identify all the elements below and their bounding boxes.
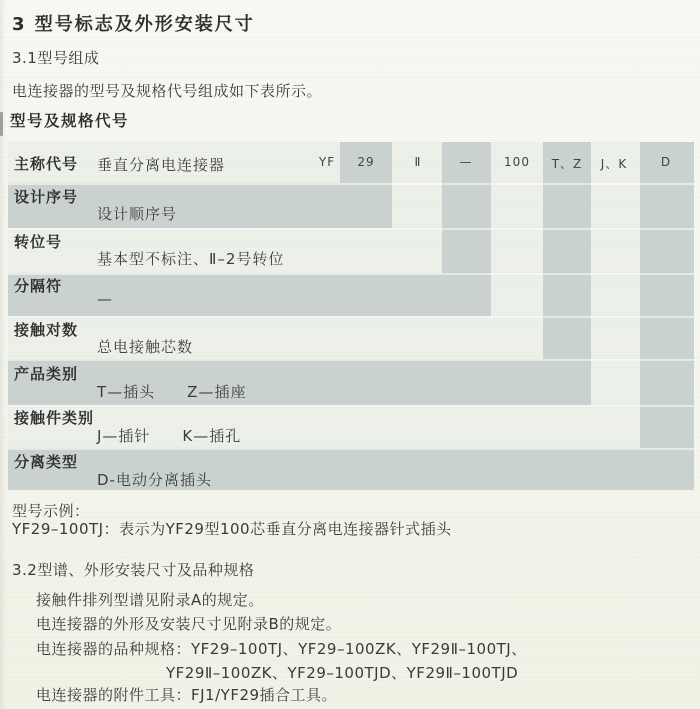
row-label-product: 产品类别 (14, 365, 79, 383)
row-desc-contacts: 总电接触芯数 (97, 338, 194, 356)
appendix-b-note: 电连接器的外形及安装尺寸见附录B的规定。 (36, 615, 342, 633)
row-label-contacts: 接触对数 (14, 321, 79, 339)
variants-line-2: YF29Ⅱ–100ZK、YF29–100TJD、YF29Ⅱ–100TJD (166, 664, 519, 682)
model-code-diagram (8, 142, 694, 490)
row-desc-separator: — (97, 290, 113, 308)
page-title: 3 型号标志及外形安装尺寸 (12, 14, 255, 35)
example-heading: 型号示例： (12, 502, 90, 520)
row-divider (8, 405, 694, 407)
row-divider (8, 359, 694, 361)
code-cell-tz: T、Z (551, 157, 583, 171)
row-desc-rotation: 基本型不标注、Ⅱ–2号转位 (97, 250, 285, 268)
scan-artifact (0, 112, 3, 136)
row-label-separator: 分隔符 (14, 277, 63, 295)
row-label-series: 设计序号 (14, 188, 79, 206)
row-divider (8, 316, 694, 318)
section-3-2-heading: 3.2型谱、外形安装尺寸及品种规格 (12, 561, 255, 579)
table-title: 型号及规格代号 (10, 112, 130, 130)
row-label-rotation: 转位号 (14, 233, 63, 251)
tool-note: 电连接器的附件工具：FJ1/YF29插合工具。 (36, 686, 338, 704)
row-label-main: 主称代号 (14, 155, 79, 173)
section-3-1-heading: 3.1型号组成 (12, 49, 100, 67)
example-text: YF29–100TJ：表示为YF29型100芯垂直分离电连接器针式插头 (12, 520, 452, 538)
row-desc-contact-type: J—插针 K—插孔 (97, 427, 242, 445)
row-divider (8, 273, 694, 275)
row-divider (8, 228, 694, 230)
appendix-a-note: 接触件排列型谱见附录A的规定。 (36, 591, 264, 609)
row-desc-separation: D-电动分离插头 (97, 471, 212, 489)
page-edge-shadow (0, 0, 6, 709)
code-cell-d: D (660, 155, 672, 169)
variants-line-1: 电连接器的品种规格：YF29–100TJ、YF29–100ZK、YF29Ⅱ–100TJ、 (36, 640, 527, 658)
code-cell-yf: YF (318, 155, 336, 169)
code-cell-29: 29 (357, 155, 375, 169)
row-divider (8, 448, 694, 450)
code-cell-jk: J、K (600, 157, 628, 171)
code-cell-ii: Ⅱ (414, 155, 422, 169)
row-desc-main: 垂直分离电连接器 (97, 156, 226, 174)
intro-text: 电连接器的型号及规格代号组成如下表所示。 (12, 82, 323, 100)
code-cell-dash: — (459, 155, 473, 169)
code-cell-100: 100 (504, 155, 530, 169)
row-label-separation: 分离类型 (14, 453, 79, 471)
row-divider (8, 183, 694, 185)
row-desc-product: T—插头 Z—插座 (97, 383, 247, 401)
row-label-contact-type: 接触件类别 (14, 409, 95, 427)
row-desc-series: 设计顺序号 (97, 205, 178, 223)
